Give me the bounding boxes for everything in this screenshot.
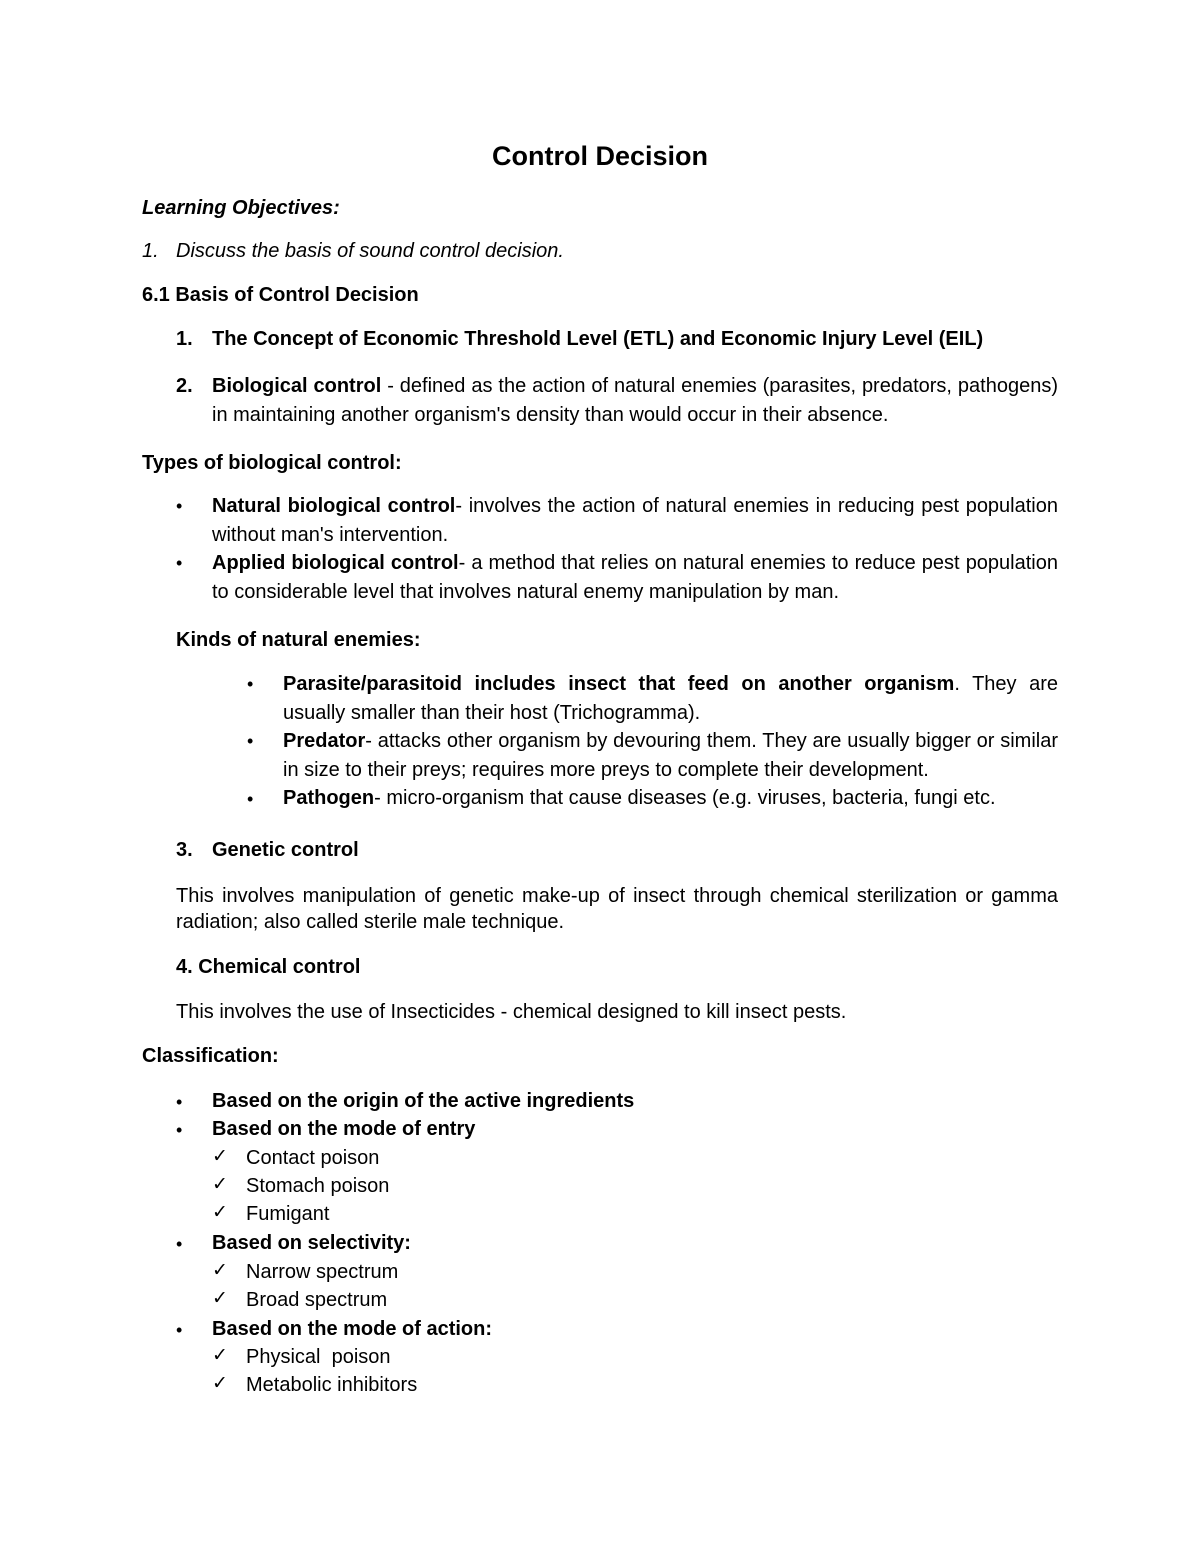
section-heading: 6.1 Basis of Control Decision <box>142 284 419 306</box>
applied-biological-control-text: - a method that relies on natural enemies to reduce pest population to considerable level that involves natural enemy manipulation by man. <box>212 552 1058 603</box>
genetic-control-heading: Genetic control <box>212 839 359 861</box>
bullet-icon: • <box>176 1320 183 1340</box>
page-title: Control Decision <box>491 141 708 171</box>
chemical-control-heading: 4. Chemical control <box>176 956 361 978</box>
list-item: Broad spectrum <box>246 1289 388 1311</box>
objective-number: 1. <box>142 240 159 262</box>
pathogen-item <box>283 786 996 810</box>
pathogen-term: Pathogen <box>283 787 375 809</box>
item-number: 3. <box>176 839 193 861</box>
list-item: Stomach poison <box>246 1175 390 1197</box>
applied-biological-control-term: Applied biological control <box>212 552 459 574</box>
types-heading: Types of biological control: <box>142 452 402 474</box>
natural-biological-control-term: Natural biological control <box>212 495 456 517</box>
check-icon: ✓ <box>212 1260 228 1281</box>
bullet-icon: • <box>247 731 254 751</box>
bullet-icon: • <box>247 789 254 809</box>
bullet-icon: • <box>176 553 183 573</box>
biological-control-term: Biological control <box>212 375 382 397</box>
item-number: 2. <box>176 375 193 397</box>
chemical-control-text: This involves the use of Insecticides - chemical designed to kill insect pests. <box>176 1001 847 1023</box>
check-icon: ✓ <box>212 1345 228 1366</box>
bullet-icon: • <box>247 674 254 694</box>
check-icon: ✓ <box>212 1373 228 1394</box>
bullet-icon: • <box>176 1092 183 1112</box>
kinds-heading: Kinds of natural enemies: <box>176 629 421 651</box>
list-item: Contact poison <box>246 1147 380 1169</box>
parasite-item <box>283 670 1058 728</box>
check-icon: ✓ <box>212 1202 228 1223</box>
classification-mode-of-entry: Based on the mode of entry <box>212 1118 476 1140</box>
classification-origin: Based on the origin of the active ingredients <box>212 1090 635 1112</box>
list-item: Physical poison <box>246 1346 391 1368</box>
check-icon: ✓ <box>212 1146 228 1167</box>
predator-term: Predator <box>283 730 366 752</box>
predator-text: - attacks other organism by devouring them. They are usually bigger or similar in size to their preys; requires more preys to complete their development. <box>283 730 1058 781</box>
classification-heading: Classification: <box>142 1045 279 1067</box>
check-icon: ✓ <box>212 1288 228 1309</box>
classification-mode-of-action: Based on the mode of action: <box>212 1318 493 1340</box>
natural-biological-control-item <box>212 492 1058 550</box>
etl-eil-heading: The Concept of Economic Threshold Level (ETL) and Economic Injury Level (EIL) <box>212 328 984 350</box>
bullet-icon: • <box>176 1120 183 1140</box>
objective-text: Discuss the basis of sound control decision. <box>176 240 564 262</box>
applied-biological-control-item <box>212 549 1058 607</box>
predator-item <box>283 727 1058 785</box>
list-item: Metabolic inhibitors <box>246 1374 418 1396</box>
classification-selectivity: Based on selectivity: <box>212 1232 411 1254</box>
check-icon: ✓ <box>212 1174 228 1195</box>
bullet-icon: • <box>176 1234 183 1254</box>
pathogen-text: - micro-organism that cause diseases (e.g. viruses, bacteria, fungi etc. <box>374 787 996 809</box>
parasite-text: . They are usually smaller than their host (Trichogramma). <box>283 673 1058 724</box>
parasite-term: Parasite/parasitoid includes insect that feed on another organism <box>283 673 955 695</box>
learning-objectives-heading: Learning Objectives: <box>142 197 340 219</box>
list-item: Narrow spectrum <box>246 1261 399 1283</box>
bullet-icon: • <box>176 496 183 516</box>
genetic-control-text: This involves manipulation of genetic make-up of insect through chemical sterilization or gamma radiation; also called sterile male technique. <box>176 885 1058 933</box>
biological-control-paragraph <box>212 372 1058 430</box>
natural-biological-control-text: - involves the action of natural enemies in reducing pest population without man's intervention. <box>212 495 1058 546</box>
list-item: Fumigant <box>246 1203 330 1225</box>
biological-control-definition: - defined as the action of natural enemies (parasites, predators, pathogens) in maintaining another organism's density than would occur in their absence. <box>212 375 1058 426</box>
item-number: 1. <box>176 328 193 350</box>
